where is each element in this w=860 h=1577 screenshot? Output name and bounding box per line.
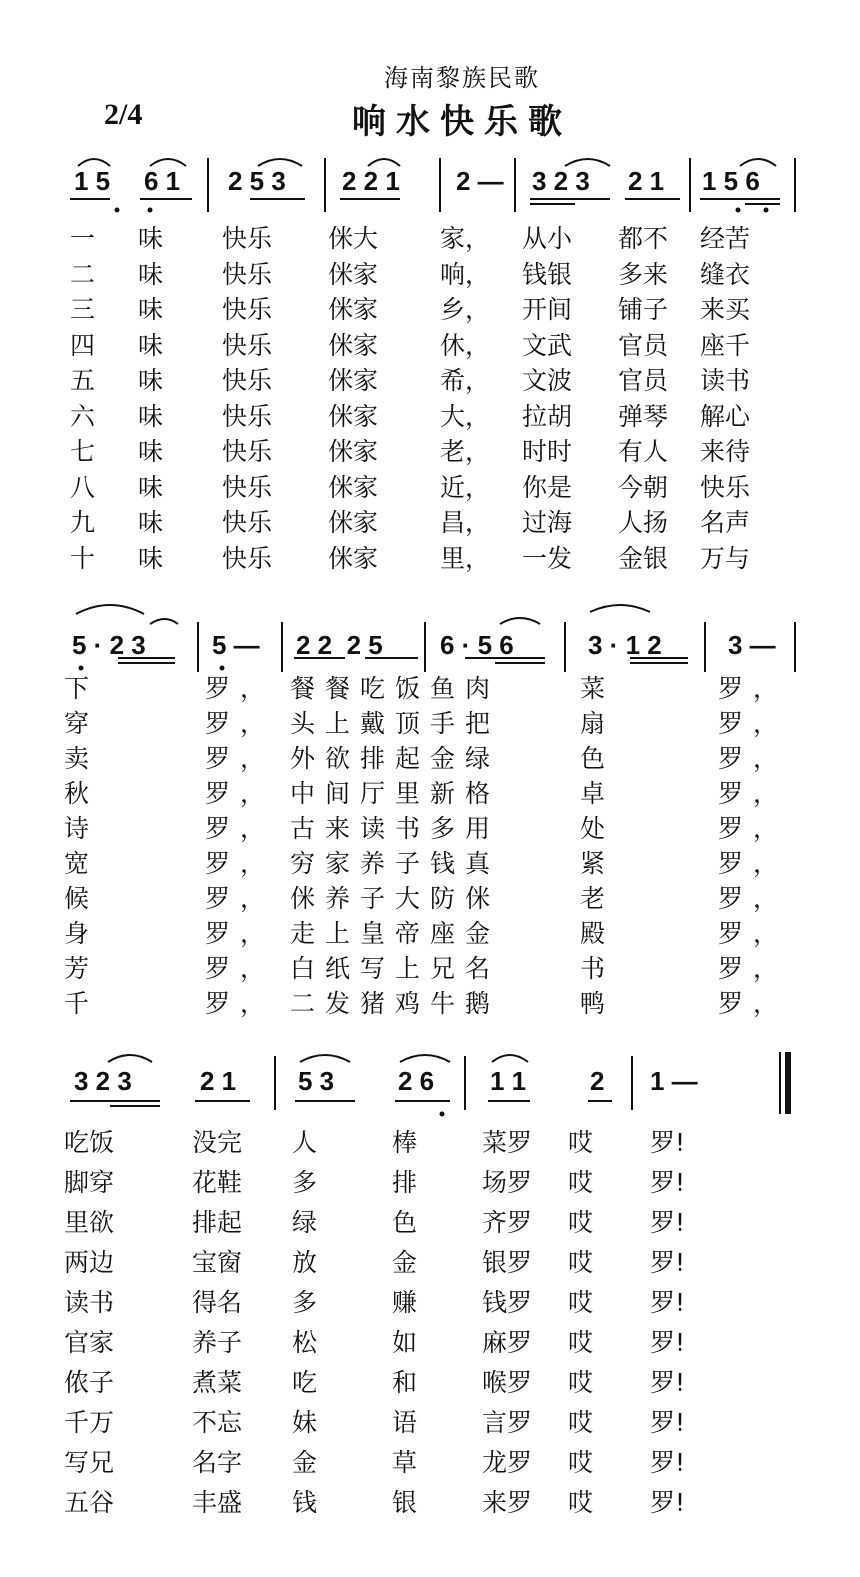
note-group: 2 2 1 — [342, 166, 400, 196]
lyric-cell: 罗， — [718, 709, 789, 738]
lyric-cell: 走上皇帝座金 — [290, 919, 501, 948]
song-origin: 海南黎族民歌 — [384, 64, 540, 92]
octave-dot — [764, 208, 769, 213]
lyric-cell: 草 — [392, 1448, 418, 1477]
lyric-cell: 放 — [292, 1248, 318, 1277]
lyric-cell: 侎家 — [328, 259, 379, 289]
lyric-cell: 排 — [392, 1168, 418, 1197]
lyric-cell: 你是 — [522, 472, 573, 502]
lyric-cell: 罗， — [718, 954, 789, 983]
lyric-cell: 罗， — [718, 849, 789, 878]
lyric-cell: 拉胡 — [522, 401, 573, 431]
lyric-cell: 钱 — [292, 1488, 318, 1517]
lyric-cell: 罗， — [718, 779, 789, 808]
lyric-cell: 从小 — [522, 224, 573, 253]
lyric-cell: 松 — [292, 1328, 318, 1357]
lyric-cell: 餐餐吃饭鱼肉 — [290, 674, 501, 703]
lyric-cell: 得名 — [192, 1288, 243, 1317]
lyric-cell: 中间厅里新格 — [290, 779, 501, 808]
lyric-cell: 罗! — [650, 1448, 686, 1477]
slur — [492, 1055, 528, 1062]
lyric-cell: 罗! — [650, 1288, 686, 1317]
lyric-cell: 味 — [138, 330, 164, 360]
lyric-cell: 万与 — [700, 543, 751, 573]
lyric-cell: 绿 — [292, 1208, 318, 1237]
lyric-cell: 银罗 — [482, 1248, 533, 1277]
lyric-cell: 快乐 — [700, 472, 751, 502]
note-group: 5 3 — [298, 1066, 335, 1096]
lyric-cell: 五 — [70, 366, 96, 395]
lyric-cell: 罗! — [650, 1208, 686, 1237]
lyric-cell: 官家 — [64, 1328, 115, 1357]
lyric-cell: 侎家 — [328, 401, 379, 431]
slur — [150, 619, 178, 624]
lyric-cell: 老， — [440, 437, 491, 466]
note-group: 6 · 5 6 — [440, 630, 514, 660]
lyric-cell: 扇 — [580, 709, 616, 738]
lyric-cell: 罗! — [650, 1408, 686, 1437]
lyric-cell: 金 — [292, 1448, 318, 1477]
lyric-cell: 二发猪鸡牛鹅 — [290, 989, 501, 1018]
lyric-cell: 读书 — [700, 366, 751, 395]
lyric-cell: 哎 — [568, 1168, 594, 1197]
lyric-cell: 里欲 — [64, 1208, 115, 1237]
lyric-cell: 哎 — [568, 1408, 594, 1437]
lyric-cell: 金银 — [618, 543, 669, 573]
lyric-cell: 味 — [138, 543, 164, 573]
note-group: 2 5 3 — [228, 166, 286, 196]
lyric-cell: 色 — [392, 1208, 418, 1237]
lyric-cell: 哎 — [568, 1288, 594, 1317]
lyric-cell: 哎 — [568, 1328, 594, 1357]
system-3 — [0, 1048, 860, 1573]
note-group: 2 6 — [398, 1066, 435, 1096]
lyric-cell: 快乐 — [222, 508, 273, 537]
lyric-cell: 罗， — [205, 779, 276, 808]
lyric-cell: 开间 — [522, 295, 573, 324]
lyric-cell: 休， — [440, 330, 491, 360]
lyric-cell: 罗， — [205, 709, 276, 738]
lyric-cell: 有人 — [618, 437, 669, 466]
lyric-cell: 希， — [440, 366, 491, 395]
lyric-cell: 七 — [70, 437, 96, 466]
lyric-cell: 快乐 — [222, 224, 273, 253]
slur — [76, 605, 144, 614]
note-group: 3 2 3 — [532, 166, 590, 196]
lyric-cell: 养子 — [192, 1328, 243, 1357]
lyric-cell: 色 — [580, 744, 616, 773]
lyric-cell: 写兄 — [64, 1448, 115, 1477]
slur — [300, 1055, 350, 1062]
lyric-cell: 罗， — [205, 954, 276, 983]
lyric-cell: 侎家 — [328, 366, 379, 395]
lyric-cell: 二 — [70, 259, 96, 289]
lyric-cell: 罗! — [650, 1368, 686, 1397]
lyric-cell: 老 — [580, 884, 616, 913]
lyric-cell: 菜 — [580, 674, 616, 703]
lyric-cell: 来待 — [700, 437, 751, 466]
lyric-cell: 八 — [70, 472, 96, 502]
lyric-cell: 头上戴顶手把 — [290, 709, 501, 738]
lyric-cell: 白纸写上兄名 — [290, 954, 501, 983]
lyric-cell: 罗， — [205, 884, 276, 913]
lyric-cell: 菜罗 — [482, 1128, 533, 1157]
lyric-cell: 煮菜 — [192, 1368, 243, 1397]
lyric-cell: 昌， — [440, 508, 491, 537]
lyric-cell: 侎家 — [328, 330, 379, 360]
lyric-cell: 钱银 — [522, 259, 573, 289]
lyric-cell: 罗! — [650, 1488, 686, 1517]
note-group: 2 2 2 5 — [296, 630, 383, 660]
lyric-cell: 宽 — [64, 849, 100, 878]
lyric-cell: 罗， — [205, 849, 276, 878]
lyric-cell: 鸭 — [580, 989, 616, 1018]
lyric-cell: 侬子 — [64, 1368, 115, 1397]
octave-dot — [148, 208, 153, 213]
lyric-cell: 都不 — [618, 224, 669, 253]
lyric-cell: 解心 — [700, 401, 751, 431]
lyric-cell: 近， — [440, 472, 491, 502]
lyric-cell: 多来 — [618, 259, 669, 289]
lyric-cell: 吃 — [292, 1368, 318, 1397]
lyric-cell: 没完 — [192, 1128, 243, 1157]
lyric-cell: 人 — [292, 1128, 318, 1157]
lyric-cell: 妹 — [292, 1408, 318, 1437]
lyric-cell: 赚 — [392, 1288, 418, 1317]
lyric-cell: 侎家 — [328, 295, 379, 324]
lyric-cell: 哎 — [568, 1248, 594, 1277]
lyric-cell: 罗， — [205, 989, 276, 1018]
lyric-cell: 侎养子大防侎 — [290, 884, 501, 913]
lyric-cell: 古来读书多用 — [290, 814, 501, 843]
lyric-cell: 吃饭 — [64, 1128, 115, 1157]
octave-dot — [440, 1112, 445, 1117]
lyric-cell: 人扬 — [618, 508, 669, 537]
lyric-cell: 过海 — [522, 508, 573, 537]
lyric-cell: 座千 — [700, 330, 751, 360]
song-title: 响水快乐歌 — [352, 102, 572, 142]
lyric-cell: 罗， — [205, 814, 276, 843]
lyric-cell: 快乐 — [222, 366, 273, 395]
lyric-cell: 罗， — [718, 989, 789, 1018]
lyric-cell: 味 — [138, 224, 164, 253]
lyric-cell: 名字 — [192, 1448, 243, 1477]
lyric-cell: 四 — [70, 330, 96, 360]
lyric-cell: 书 — [580, 954, 616, 983]
lyric-cell: 家， — [440, 224, 491, 253]
lyric-cell: 罗， — [718, 814, 789, 843]
lyric-cell: 钱罗 — [482, 1288, 533, 1317]
system-2 — [0, 600, 860, 1030]
note-group: 3 — — [728, 630, 776, 660]
lyric-cell: 场罗 — [482, 1168, 533, 1197]
lyric-cell: 时时 — [522, 437, 573, 466]
lyric-cell: 今朝 — [618, 472, 669, 502]
lyric-cell: 文武 — [522, 330, 573, 360]
lyric-cell: 味 — [138, 295, 164, 324]
lyric-cell: 千万 — [64, 1408, 115, 1437]
lyric-cell: 大， — [440, 401, 491, 431]
lyric-cell: 哎 — [568, 1368, 594, 1397]
note-group: 1 5 6 — [702, 166, 760, 196]
system-1 — [0, 150, 860, 590]
octave-dot — [736, 208, 741, 213]
note-group: 1 — — [650, 1066, 698, 1096]
lyric-cell: 候 — [64, 884, 100, 913]
lyric-cell: 响， — [440, 259, 491, 289]
lyric-cell: 殿 — [580, 919, 616, 948]
lyric-cell: 罗! — [650, 1128, 686, 1157]
lyric-cell: 快乐 — [222, 295, 273, 324]
lyric-cell: 排起 — [192, 1208, 243, 1237]
lyric-cell: 味 — [138, 508, 164, 537]
lyric-cell: 诗 — [64, 814, 100, 843]
lyric-cell: 喉罗 — [482, 1368, 533, 1397]
lyric-cell: 外欲排起金绿 — [290, 744, 501, 773]
lyric-cell: 棒 — [392, 1128, 418, 1157]
lyric-cell: 十 — [70, 543, 96, 573]
lyric-cell: 味 — [138, 366, 164, 395]
lyric-cell: 文波 — [522, 366, 573, 395]
lyric-cell: 穷家养子钱真 — [290, 849, 501, 878]
lyric-cell: 快乐 — [222, 543, 273, 573]
note-group: 2 1 — [200, 1066, 237, 1096]
lyric-cell: 一 — [70, 224, 96, 253]
lyric-cell: 罗! — [650, 1168, 686, 1197]
lyric-cell: 哎 — [568, 1128, 594, 1157]
lyric-cell: 下 — [64, 674, 100, 703]
lyric-cell: 侎家 — [328, 472, 379, 502]
lyric-cell: 味 — [138, 437, 164, 466]
slur — [400, 1055, 450, 1062]
note-group: 5 · 2 3 — [72, 630, 146, 660]
lyric-cell: 紧 — [580, 849, 616, 878]
lyric-cell: 官员 — [618, 330, 669, 360]
lyric-cell: 言罗 — [482, 1408, 533, 1437]
lyric-cell: 五谷 — [64, 1488, 115, 1517]
lyric-cell: 读书 — [64, 1288, 115, 1317]
lyric-cell: 铺子 — [618, 295, 669, 324]
lyric-cell: 快乐 — [222, 330, 273, 360]
lyric-cell: 罗， — [205, 919, 276, 948]
lyric-cell: 九 — [70, 508, 96, 537]
lyric-cell: 罗， — [718, 744, 789, 773]
lyric-cell: 六 — [70, 401, 96, 431]
lyric-cell: 花鞋 — [192, 1168, 243, 1197]
lyric-cell: 齐罗 — [482, 1208, 533, 1237]
lyric-cell: 丰盛 — [192, 1488, 243, 1517]
lyric-cell: 侎家 — [328, 437, 379, 466]
lyric-cell: 和 — [392, 1368, 418, 1397]
lyric-cell: 脚穿 — [64, 1168, 115, 1197]
note-group: 2 — — [456, 166, 504, 196]
lyric-cell: 官员 — [618, 366, 669, 395]
lyric-cell: 弹琴 — [618, 401, 669, 431]
lyric-cell: 快乐 — [222, 472, 273, 502]
note-group: 3 · 1 2 — [588, 630, 662, 660]
note-group: 2 1 — [628, 166, 665, 196]
slur — [108, 1055, 152, 1062]
lyric-cell: 罗! — [650, 1248, 686, 1277]
lyric-cell: 快乐 — [222, 401, 273, 431]
note-group: 2 — [590, 1066, 605, 1096]
lyric-cell: 侎家 — [328, 508, 379, 537]
slur — [590, 605, 650, 612]
lyric-cell: 卓 — [580, 779, 616, 808]
lyric-cell: 快乐 — [222, 259, 273, 289]
lyric-cell: 芳 — [64, 954, 100, 983]
lyric-cell: 秋 — [64, 779, 100, 808]
lyric-cell: 不忘 — [192, 1408, 243, 1437]
slur — [500, 618, 540, 624]
lyric-cell: 缝衣 — [700, 259, 751, 289]
lyric-cell: 银 — [392, 1488, 418, 1517]
lyric-cell: 侎大 — [328, 224, 379, 253]
lyric-cell: 一发 — [522, 543, 573, 573]
lyric-cell: 卖 — [64, 744, 100, 773]
lyric-cell: 处 — [580, 814, 616, 843]
lyric-cell: 来买 — [700, 295, 751, 324]
lyric-cell: 侎家 — [328, 543, 379, 573]
time-signature: 2/4 — [104, 98, 143, 131]
lyric-cell: 罗， — [205, 674, 276, 703]
lyric-cell: 金 — [392, 1248, 418, 1277]
lyric-cell: 味 — [138, 401, 164, 431]
lyric-cell: 龙罗 — [482, 1448, 533, 1477]
lyric-cell: 语 — [392, 1408, 418, 1437]
lyric-cell: 经苦 — [700, 224, 751, 253]
lyric-cell: 麻罗 — [482, 1328, 533, 1357]
lyric-cell: 里， — [440, 543, 491, 573]
lyric-cell: 名声 — [700, 508, 751, 537]
octave-dot — [115, 208, 120, 213]
lyric-cell: 三 — [70, 295, 96, 324]
lyric-cell: 罗， — [205, 744, 276, 773]
lyric-cell: 罗， — [718, 674, 789, 703]
lyric-cell: 多 — [292, 1168, 318, 1197]
note-group: 1 1 — [490, 1066, 527, 1096]
lyric-cell: 多 — [292, 1288, 318, 1317]
lyric-cell: 哎 — [568, 1488, 594, 1517]
lyric-cell: 味 — [138, 259, 164, 289]
note-group: 1 5 — [74, 166, 111, 196]
lyric-cell: 罗! — [650, 1328, 686, 1357]
lyric-cell: 如 — [392, 1328, 418, 1357]
note-group: 6 1 — [144, 166, 181, 196]
lyric-cell: 宝窗 — [192, 1248, 243, 1277]
lyric-cell: 味 — [138, 472, 164, 502]
lyric-cell: 快乐 — [222, 437, 273, 466]
lyric-cell: 哎 — [568, 1448, 594, 1477]
lyric-cell: 罗， — [718, 919, 789, 948]
lyric-cell: 千 — [64, 989, 100, 1018]
lyric-cell: 身 — [64, 919, 100, 948]
note-group: 3 2 3 — [74, 1066, 132, 1096]
lyric-cell: 穿 — [64, 709, 100, 738]
lyric-cell: 乡， — [440, 295, 491, 324]
note-group: 5 — — [212, 630, 260, 660]
lyric-cell: 罗， — [718, 884, 789, 913]
lyric-cell: 来罗 — [482, 1488, 533, 1517]
lyric-cell: 两边 — [64, 1248, 115, 1277]
lyric-cell: 哎 — [568, 1208, 594, 1237]
